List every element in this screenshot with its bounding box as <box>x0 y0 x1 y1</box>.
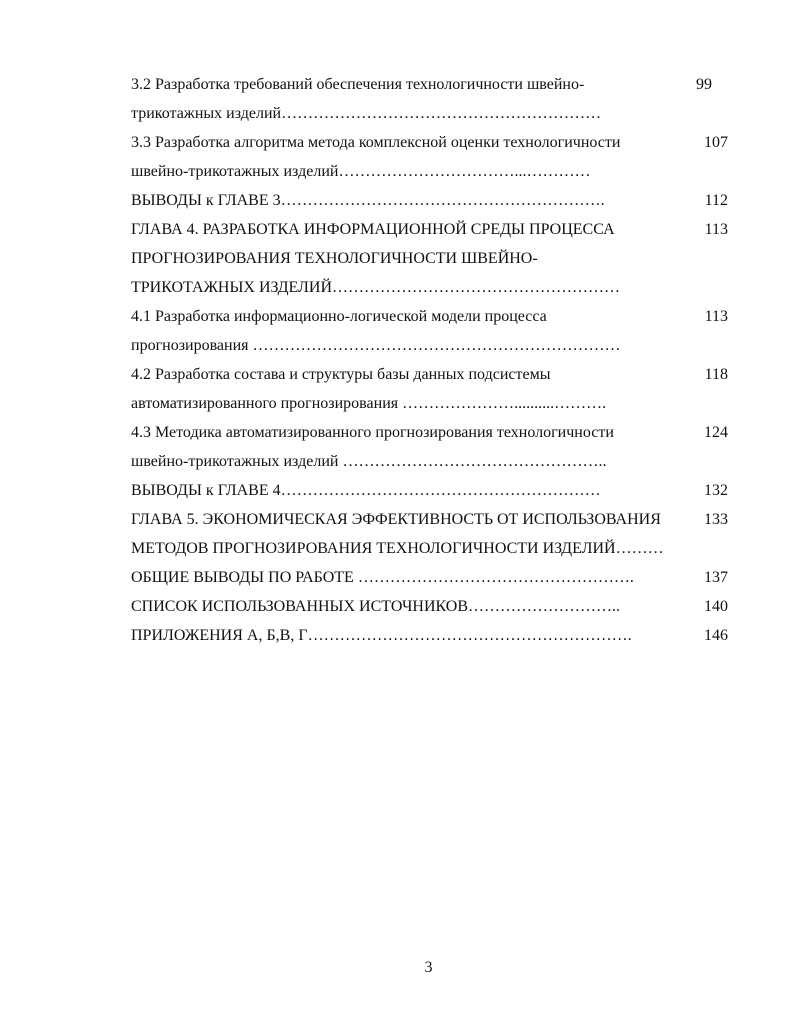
toc-entry-text: ТРИКОТАЖНЫХ ИЗДЕЛИЙ……………………………………………… <box>131 279 621 296</box>
toc-entry-text: 4.1 Разработка информационно-логической модели процесса <box>131 308 547 325</box>
toc-entry-appendices <box>131 621 728 650</box>
toc-page-number: 113 <box>704 221 728 238</box>
toc-entry-text: ПРОГНОЗИРОВАНИЯ ТЕХНОЛОГИЧНОСТИ ШВЕЙНО- <box>131 250 538 267</box>
toc-page-number: 146 <box>704 627 728 644</box>
toc-entry-text: швейно-трикотажных изделий……………………………...………… <box>131 163 591 180</box>
toc-entry-text: 3.3 Разработка алгоритма метода комплексной оценки технологичности <box>131 134 621 151</box>
toc-entry-text: прогнозирования …………………………………………………………… <box>131 337 621 354</box>
toc-entry-text: ВЫВОДЫ к ГЛАВЕ 4…………………………………………………… <box>131 482 601 499</box>
toc-entry-text: автоматизированного прогнозирования …………………..........………. <box>131 395 607 412</box>
toc-entry-chapter-4 <box>131 215 728 302</box>
toc-page-number: 137 <box>704 569 728 586</box>
toc-entry-4-2 <box>131 360 728 418</box>
toc-entry-4-3 <box>131 418 728 476</box>
toc-entry-text: ВЫВОДЫ к ГЛАВЕ 3……………………………………………………. <box>131 192 605 209</box>
toc-page-number: 107 <box>704 134 728 151</box>
toc-page-number: 124 <box>704 424 728 441</box>
toc-page-number: 99 <box>696 76 712 93</box>
toc-page-number: 133 <box>704 511 728 528</box>
toc-entry-text: ОБЩИЕ ВЫВОДЫ ПО РАБОТЕ ……………………………………………. <box>131 569 634 586</box>
toc-page-number: 132 <box>704 482 728 499</box>
toc-entry-chapter-5 <box>131 505 728 563</box>
toc-entry-3-2 <box>131 70 728 128</box>
toc-entry-references <box>131 592 728 621</box>
toc-page-number: 140 <box>704 598 728 615</box>
toc-entry-3-3 <box>131 128 728 186</box>
toc-page-number: 113 <box>704 308 728 325</box>
toc-entry-general-conclusions <box>131 563 728 592</box>
toc-entry-text: МЕТОДОВ ПРОГНОЗИРОВАНИЯ ТЕХНОЛОГИЧНОСТИ ИЗДЕЛИЙ……… <box>131 540 664 557</box>
toc-entry-text: 3.2 Разработка требований обеспечения технологичности швейно- <box>131 76 585 93</box>
toc-entry-text: ГЛАВА 5. ЭКОНОМИЧЕСКАЯ ЭФФЕКТИВНОСТЬ ОТ ИСПОЛЬЗОВАНИЯ <box>131 511 661 528</box>
toc-entry-text: ГЛАВА 4. РАЗРАБОТКА ИНФОРМАЦИОННОЙ СРЕДЫ ПРОЦЕССА <box>131 221 615 238</box>
toc-entry-text: швейно-трикотажных изделий ………………………………………….. <box>131 453 607 470</box>
toc-entry-conclusions-3 <box>131 186 728 215</box>
toc-entry-text: ПРИЛОЖЕНИЯ А, Б,В, Г……………………………………………………. <box>131 627 632 644</box>
toc-page-number: 112 <box>704 192 728 209</box>
table-of-contents <box>131 70 728 650</box>
toc-entry-text: 4.3 Методика автоматизированного прогнозирования технологичности <box>131 424 614 441</box>
toc-entry-text: СПИСОК ИСПОЛЬЗОВАННЫХ ИСТОЧНИКОВ……………………….. <box>131 598 621 615</box>
toc-entry-text: 4.2 Разработка состава и структуры базы данных подсистемы <box>131 366 551 383</box>
toc-entry-conclusions-4 <box>131 476 728 505</box>
toc-entry-text: трикотажных изделий…………………………………………………… <box>131 105 602 122</box>
toc-page-number: 118 <box>704 366 728 383</box>
page-number: 3 <box>424 959 433 976</box>
toc-entry-4-1 <box>131 302 728 360</box>
